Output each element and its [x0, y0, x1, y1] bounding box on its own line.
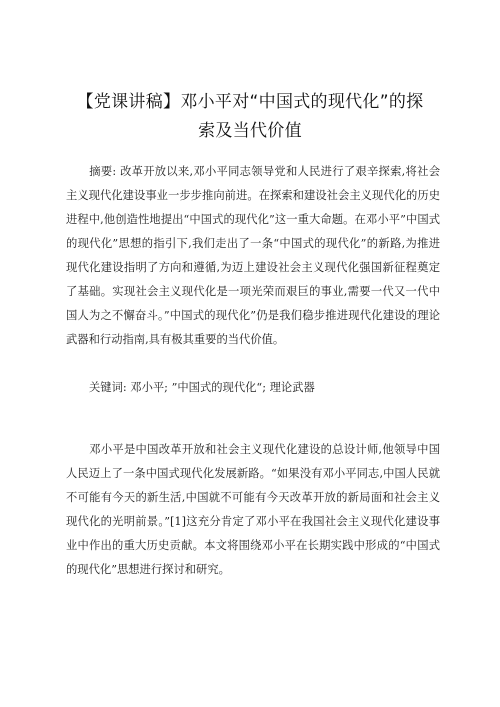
document-title [70, 88, 430, 146]
body-paragraph-text: 邓小平是中国改革开放和社会主义现代化建设的总设计师,他领导中国人民迈上了一条中国式现代化发展新路。“如果没有邓小平同志,中国人民就不可能有今天的新生活,中国就不可能有今天改革开放的新局面和社会主义现代化的光明前景。”[1]这充分肯定了邓小平在我国社会主义现代化建设事业中作出的重大历史贡献。本文将围绕邓小平在长期实践中形成的“中国式的现代化”思想进行探讨和研究。 [66, 443, 440, 576]
body-paragraph [66, 438, 440, 582]
abstract-paragraph [66, 160, 440, 352]
title-line-2: 索及当代价值 [198, 121, 302, 141]
abstract-text: 摘要: 改革开放以来,邓小平同志领导党和人民进行了艰辛探索,将社会主义现代化建设事业一步步推向前进。在探索和建设社会主义现代化的历史进程中,他创造性地提出“中国式的现代化”这一重大命题。在邓小平”中国式的现代化”思想的指引下,我们走出了一条“中国式的现代化”的新路,为推进现代化建设指明了方向和遵循,为迈上建设社会主义现代化强国新征程奠定了基础。实现社会主义现代化是一项光荣而艰巨的事业,需要一代又一代中国人为之不懈奋斗。”中国式的现代化”仍是我们稳步推进现代化建设的理论武器和行动指南,具有极其重要的当代价值。 [66, 165, 440, 346]
title-line-1: 【党课讲稿】邓小平对“中国式的现代化”的探 [76, 92, 424, 112]
keywords-text: 关键词: 邓小平; ”中国式的现代化“; 理论武器 [89, 381, 315, 394]
keywords-line [66, 376, 440, 400]
